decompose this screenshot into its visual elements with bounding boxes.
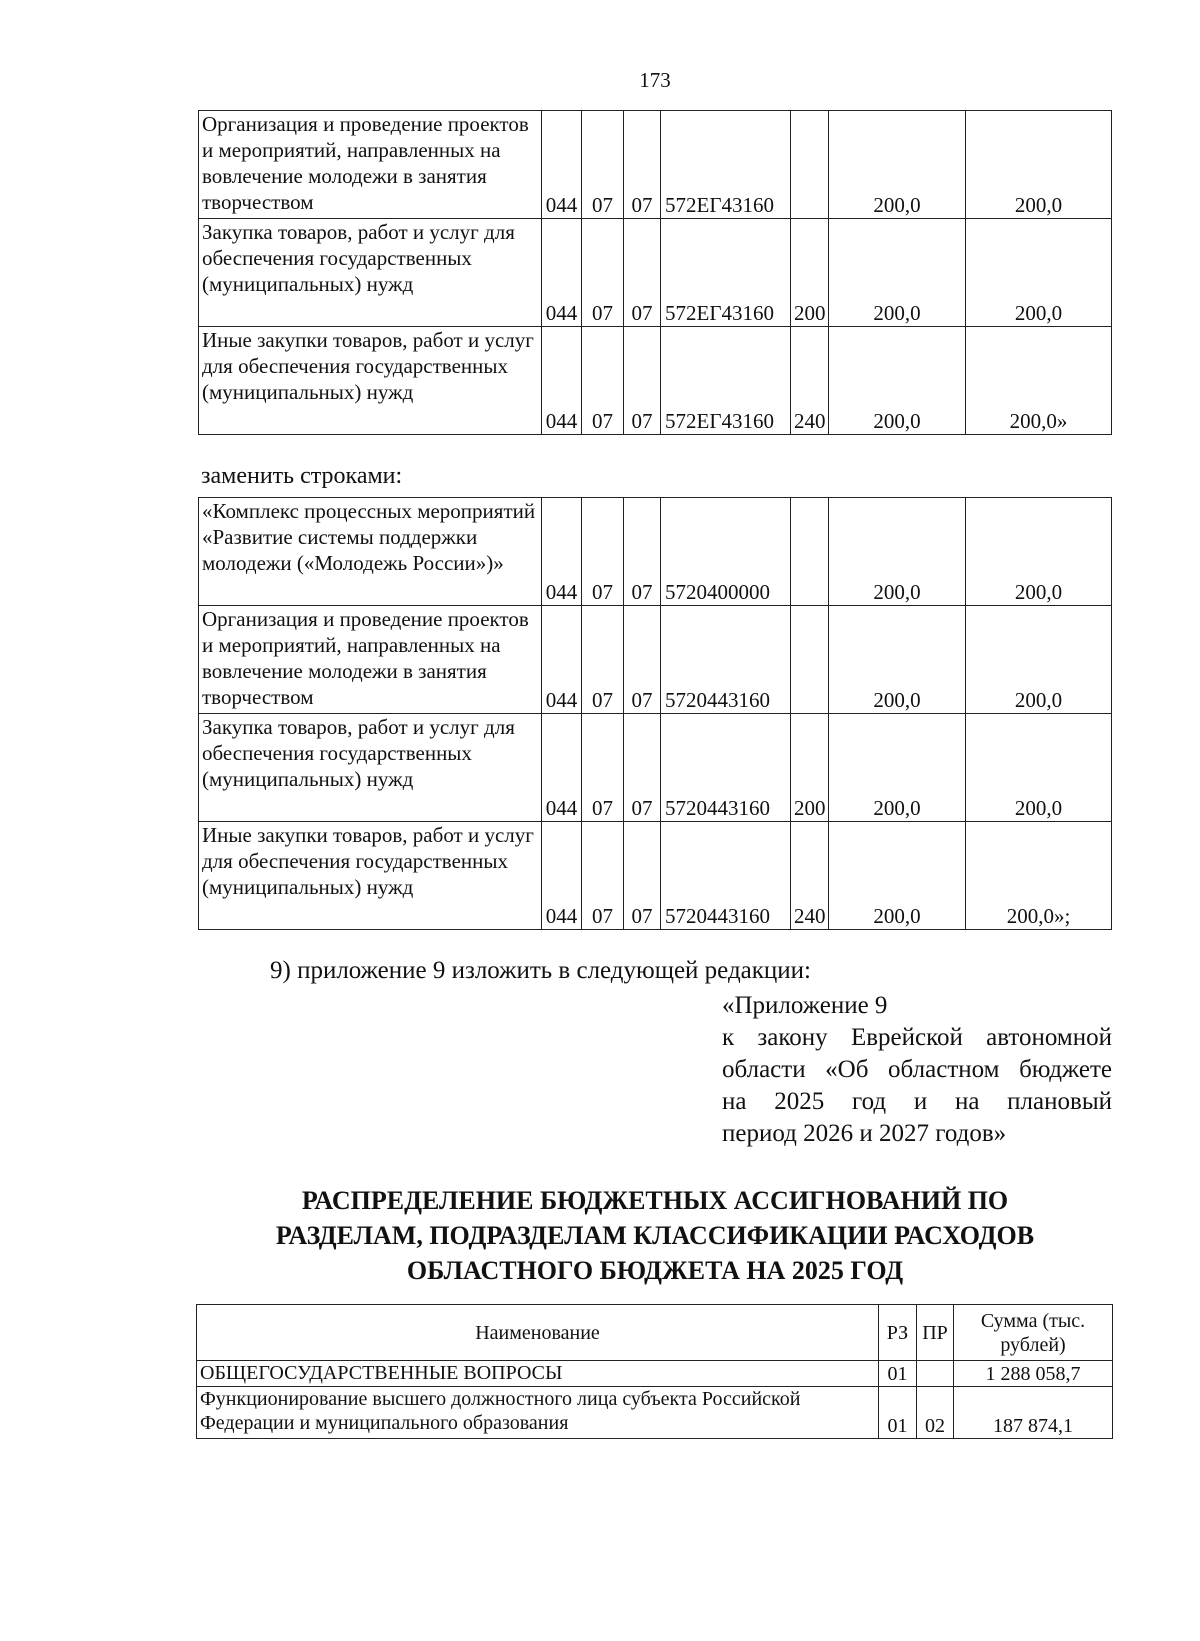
gr-code: 044 — [542, 111, 582, 219]
csr-code: 572ЕГ43160 — [661, 219, 791, 327]
amount: 1 288 058,7 — [954, 1361, 1113, 1387]
title-line: ОБЛАСТНОГО БЮДЖЕТА НА 2025 ГОД — [406, 1256, 904, 1285]
csr-code: 572ЕГ43160 — [661, 327, 791, 435]
vr-code — [791, 606, 829, 714]
amount: 187 874,1 — [954, 1387, 1113, 1439]
table-row — [199, 219, 1112, 327]
gr-code: 044 — [542, 498, 582, 606]
amount-2026: 200,0 — [829, 327, 966, 435]
csr-code: 5720400000 — [661, 498, 791, 606]
vr-code: 240 — [791, 822, 829, 930]
row-name: «Комплекс процессных мероприятий «Развитие системы поддержки молодежи («Молодежь России»)» — [199, 498, 542, 606]
pr-code: 07 — [624, 606, 661, 714]
table-row — [197, 1387, 1113, 1439]
amount-2027: 200,0 — [966, 498, 1112, 606]
rz-code: 07 — [582, 219, 624, 327]
appendix-line: области «Об областном бюджете — [722, 1056, 1112, 1083]
row-name: Закупка товаров, работ и услуг для обеспечения государственных (муниципальных) нужд — [199, 714, 542, 822]
amount-2027: 200,0»; — [966, 822, 1112, 930]
header-name: Наименование — [197, 1305, 879, 1361]
row-name: ОБЩЕГОСУДАРСТВЕННЫЕ ВОПРОСЫ — [197, 1361, 879, 1387]
replace-label: заменить строками: — [201, 463, 403, 489]
amount-2026: 200,0 — [829, 219, 966, 327]
pr-code: 07 — [624, 498, 661, 606]
replacement-rows-table — [198, 497, 1112, 930]
amount-2027: 200,0 — [966, 606, 1112, 714]
amount-2026: 200,0 — [829, 498, 966, 606]
table-row — [199, 822, 1112, 930]
header-rz: РЗ — [879, 1305, 917, 1361]
pr-code: 07 — [624, 111, 661, 219]
row-name: Иные закупки товаров, работ и услуг для обеспечения государственных (муниципальных) нужд — [199, 822, 542, 930]
title-line: РАСПРЕДЕЛЕНИЕ БЮДЖЕТНЫХ АССИГНОВАНИЙ ПО — [301, 1186, 1009, 1215]
row-name: Иные закупки товаров, работ и услуг для обеспечения государственных (муниципальных) нужд — [199, 327, 542, 435]
rz-code: 01 — [879, 1361, 917, 1387]
document-title — [200, 1183, 1110, 1288]
csr-code: 5720443160 — [661, 714, 791, 822]
header-sum: Сумма (тыс. рублей) — [954, 1305, 1113, 1361]
pr-code: 07 — [624, 714, 661, 822]
amount-2027: 200,0 — [966, 219, 1112, 327]
table-row — [199, 111, 1112, 219]
appendix-line: на 2025 год и на плановый — [722, 1088, 1112, 1115]
vr-code: 200 — [791, 714, 829, 822]
distribution-table — [196, 1304, 1113, 1439]
amount-2026: 200,0 — [829, 111, 966, 219]
page-number: 173 — [639, 68, 671, 92]
item-9-text: 9) приложение 9 изложить в следующей редакции: — [270, 957, 811, 984]
amount-2027: 200,0 — [966, 111, 1112, 219]
rz-code: 07 — [582, 822, 624, 930]
amount-2026: 200,0 — [829, 822, 966, 930]
rz-code: 07 — [582, 327, 624, 435]
row-name: Организация и проведение проектов и мероприятий, направленных на вовлечение молодежи в занятия творчеством — [199, 606, 542, 714]
vr-code: 200 — [791, 219, 829, 327]
appendix-line: к закону Еврейской автономной — [722, 1024, 1112, 1051]
vr-code — [791, 498, 829, 606]
vr-code: 240 — [791, 327, 829, 435]
table-row — [199, 498, 1112, 606]
pr-code: 07 — [624, 822, 661, 930]
table-row — [199, 714, 1112, 822]
rz-code: 01 — [879, 1387, 917, 1439]
amount-2026: 200,0 — [829, 606, 966, 714]
pr-code: 02 — [917, 1387, 954, 1439]
amount-2026: 200,0 — [829, 714, 966, 822]
csr-code: 572ЕГ43160 — [661, 111, 791, 219]
rz-code: 07 — [582, 714, 624, 822]
gr-code: 044 — [542, 327, 582, 435]
original-rows-table — [198, 110, 1112, 435]
pr-code: 07 — [624, 327, 661, 435]
table-row — [199, 606, 1112, 714]
pr-code — [917, 1361, 954, 1387]
header-pr: ПР — [917, 1305, 954, 1361]
rz-code: 07 — [582, 498, 624, 606]
table-row — [199, 327, 1112, 435]
title-line: РАЗДЕЛАМ, ПОДРАЗДЕЛАМ КЛАССИФИКАЦИИ РАСХОДОВ — [275, 1221, 1035, 1250]
pr-code: 07 — [624, 219, 661, 327]
appendix-line: «Приложение 9 — [722, 992, 888, 1019]
table-row — [197, 1361, 1113, 1387]
gr-code: 044 — [542, 822, 582, 930]
csr-code: 5720443160 — [661, 822, 791, 930]
row-name: Закупка товаров, работ и услуг для обеспечения государственных (муниципальных) нужд — [199, 219, 542, 327]
rz-code: 07 — [582, 111, 624, 219]
row-name: Функционирование высшего должностного лица субъекта Российской Федерации и муниципального образования — [197, 1387, 879, 1439]
appendix-line: период 2026 и 2027 годов» — [722, 1120, 1007, 1147]
amount-2027: 200,0 — [966, 714, 1112, 822]
row-name: Организация и проведение проектов и мероприятий, направленных на вовлечение молодежи в занятия творчеством — [199, 111, 542, 219]
rz-code: 07 — [582, 606, 624, 714]
csr-code: 5720443160 — [661, 606, 791, 714]
gr-code: 044 — [542, 606, 582, 714]
table-header-row — [197, 1305, 1113, 1361]
appendix-heading — [722, 990, 1112, 1150]
amount-2027: 200,0» — [966, 327, 1112, 435]
gr-code: 044 — [542, 219, 582, 327]
gr-code: 044 — [542, 714, 582, 822]
vr-code — [791, 111, 829, 219]
